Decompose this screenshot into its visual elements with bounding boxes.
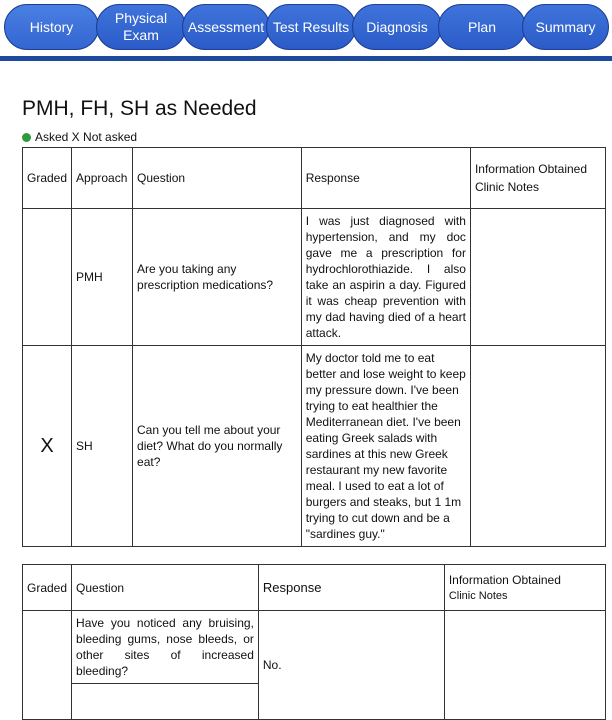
tab-summary[interactable] xyxy=(522,4,609,50)
table-row xyxy=(23,611,606,684)
tab-diagnosis[interactable] xyxy=(352,4,442,50)
header-approach: Approach xyxy=(72,148,133,209)
question-cell: Are you taking any prescription medications? xyxy=(133,209,302,346)
tab-label: Physical Exam xyxy=(114,10,168,43)
header-response: Response xyxy=(258,565,444,611)
graded-cell[interactable] xyxy=(23,209,72,346)
question-cell: Can you tell me about your diet? What do you normally eat? xyxy=(133,346,302,547)
tab-history[interactable] xyxy=(4,4,99,50)
header-graded: Graded xyxy=(23,148,72,209)
green-dot-icon xyxy=(22,133,31,142)
tab-underline xyxy=(0,56,612,61)
graded-cell[interactable]: X xyxy=(23,346,72,547)
approach-cell: SH xyxy=(72,346,133,547)
notes-cell[interactable] xyxy=(470,209,605,346)
response-cell: I was just diagnosed with hypertension, and my doc gave me a prescription for hydrochlorothiazide. I also take an aspirin a day. Figured it was cheap prevention with my dad having died of a heart attack. xyxy=(301,209,470,346)
tab-test-results[interactable] xyxy=(266,4,356,50)
tab-physical-exam[interactable] xyxy=(96,4,186,50)
approach-cell: PMH xyxy=(72,209,133,346)
question-cell: Have you noticed any bruising, bleeding gums, nose bleeds, or other sites of increased bleeding? xyxy=(72,611,259,684)
tab-plan[interactable] xyxy=(438,4,526,50)
tab-assessment[interactable] xyxy=(182,4,270,50)
table-row xyxy=(23,209,606,346)
header-response: Response xyxy=(301,148,470,209)
table-row xyxy=(23,346,606,547)
tab-label: History xyxy=(29,18,74,35)
tab-label: Diagnosis xyxy=(366,18,428,35)
header-question: Question xyxy=(72,565,259,611)
header-notes-sub: Clinic Notes xyxy=(448,589,508,602)
legend-text: Asked X Not asked xyxy=(35,130,138,144)
tab-label: Test Results xyxy=(272,18,350,35)
tab-bar xyxy=(4,4,609,50)
page-title: PMH, FH, SH as Needed xyxy=(22,97,257,120)
graded-cell[interactable] xyxy=(23,611,72,720)
history-table xyxy=(22,147,606,547)
tab-label: Plan xyxy=(467,18,497,35)
tab-label: Assessment xyxy=(187,18,265,35)
header-notes xyxy=(444,565,605,611)
notes-cell[interactable] xyxy=(470,346,605,547)
table-header-row xyxy=(23,148,606,209)
response-cell: My doctor told me to eat better and lose weight to keep my pressure down. I've been trying to eat healthier the Mediterranean diet. I've been eating Greek salads with sardines at this new Greek restaurant my new favorite meal. I used to eat a lot of burgers and steaks, but 1 1m trying to cut down and be a "sardines guy." xyxy=(301,346,470,547)
legend xyxy=(22,130,137,144)
header-notes: Information Obtained Clinic Notes xyxy=(470,148,605,209)
response-cell: No. xyxy=(258,611,444,720)
notes-cell[interactable] xyxy=(444,611,605,720)
header-graded: Graded xyxy=(23,565,72,611)
table-header-row xyxy=(23,565,606,611)
bleeding-table xyxy=(22,564,606,720)
tab-label: Summary xyxy=(535,18,596,35)
header-notes-main: Information Obtained xyxy=(448,572,561,587)
header-question: Question xyxy=(133,148,302,209)
